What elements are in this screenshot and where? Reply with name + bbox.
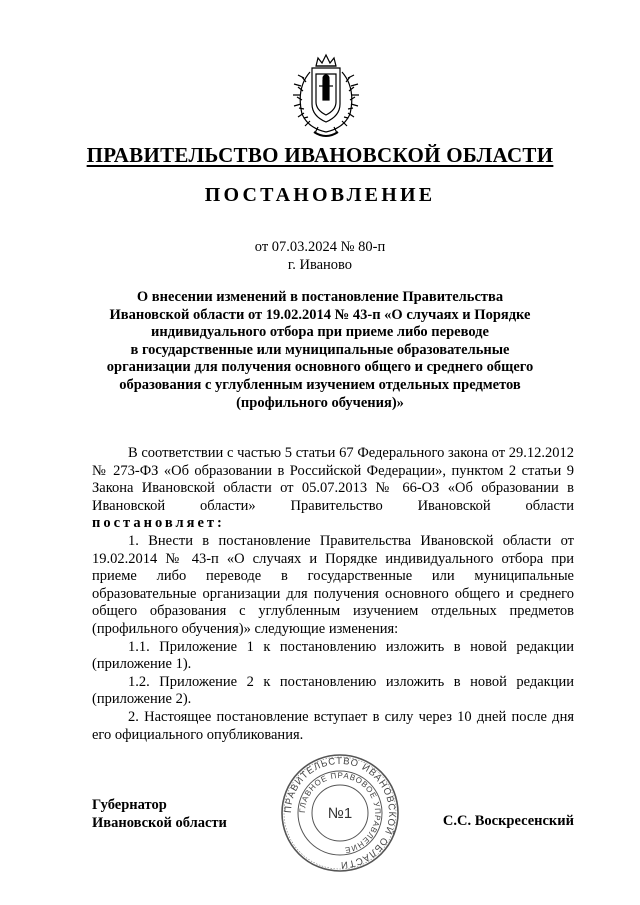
preamble-text: В соответствии с частью 5 статьи 67 Федерального закона от 29.12.2012 № 273-ФЗ «Об образовании в Российской Федерации», пунктом 2 статьи 9 Закона Ивановской области от 05.07.2013 № 66-ОЗ «Об образовании в Ивановской области» Правительство Ивановской области [92,445,574,514]
item-2: 2. Настоящее постановление вступает в силу через 10 дней после дня его официального опубликования. [92,708,574,743]
title-line: в государственные или муниципальные образовательные [130,341,510,358]
city: г. Иваново [287,257,353,273]
position-line-2: Ивановской области [92,815,227,831]
document-meta [0,238,640,274]
document-type: ПОСТАНОВЛЕНИЕ [204,184,436,206]
coat-of-arms-emblem [288,52,364,142]
position-line-1: Губернатор [92,797,167,813]
signatory-position [92,796,227,832]
title-line: (профильного обучения)» [236,394,404,411]
date-number: от 07.03.2024 № 80-п [254,239,386,255]
title-line: Ивановской области от 19.02.2014 № 43-п «О случаях и Порядке [109,306,531,323]
document-body [92,445,574,744]
seal-outer-text: ПРАВИТЕЛЬСТВО ИВАНОВСКОЙ ОБЛАСТИ [282,755,398,871]
title-line: индивидуального отбора при приеме либо переводе [151,324,489,341]
preamble-paragraph [92,445,574,533]
item-1-2: 1.2. Приложение 2 к постановлению изложить в новой редакции (приложение 2). [92,673,574,708]
title-line: образования с углубленным изучением отдельных предметов [119,376,521,393]
organization-name: ПРАВИТЕЛЬСТВО ИВАНОВСКОЙ ОБЛАСТИ [86,143,554,167]
item-1: 1. Внести в постановление Правительства Ивановской области от 19.02.2014 № 43-п «О случаях и Порядке индивидуального отбора при приеме либо переводе в государственные или муниципальные образовательные организации для получения основного общего и среднего общего образования с углубленным изучением отдельных предметов (профильного обучения)» следующие изменения: [92,532,574,637]
title-line: организации для получения основного общего и среднего общего [106,359,534,376]
title-line: О внесении изменений в постановление Правительства [136,289,504,305]
official-seal-stamp [279,752,401,874]
item-1-1: 1.1. Приложение 1 к постановлению изложить в новой редакции (приложение 1). [92,638,574,673]
signatory-name: С.С. Воскресенский [442,813,574,829]
document-title [100,289,540,412]
seal-number: №1 [327,805,353,822]
seal-inner-text: ГЛАВНОЕ ПРАВОВОЕ УПРАВЛЕНИЕ [297,770,383,855]
resolves-word: постановляет: [92,515,225,532]
